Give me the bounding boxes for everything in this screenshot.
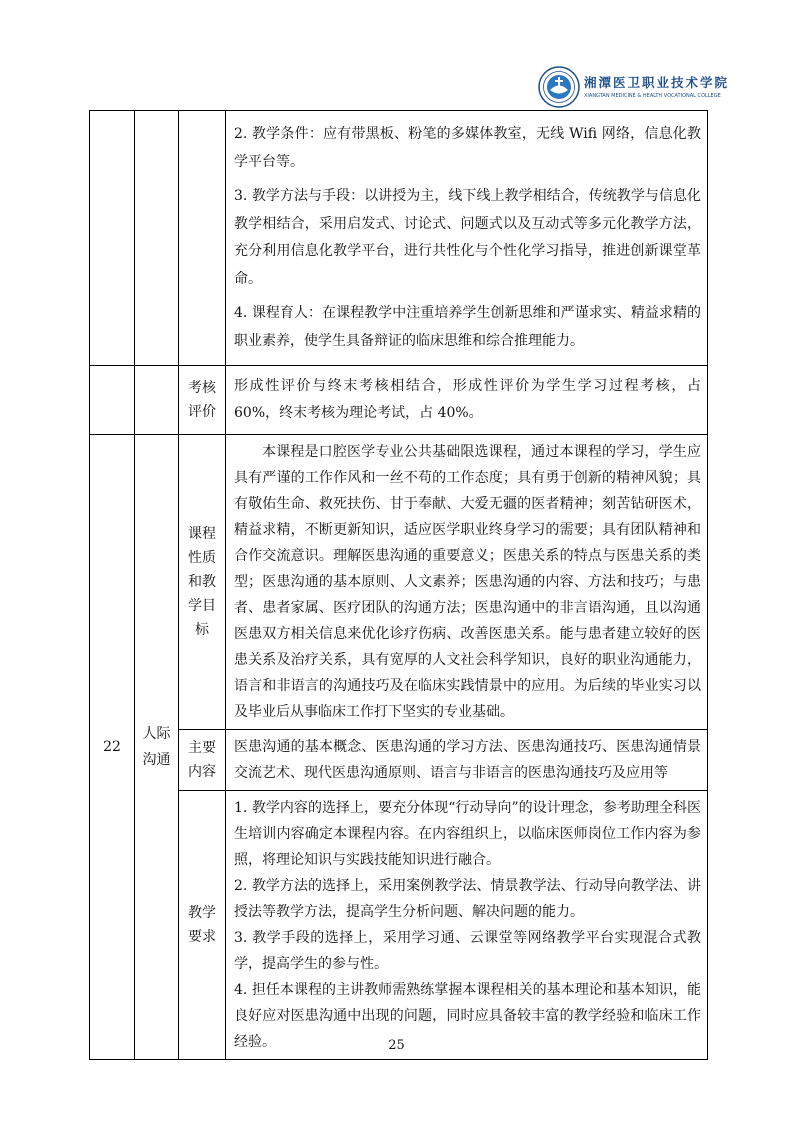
- list-item: 3. 教学方法与手段：以讲授为主，线下线上教学相结合，传统教学与信息化教学相结合，采用启发式、讨论式、问题式以及互动式等多元化教学方法，充分利用信息化教学平台，进行共性化与个性化学习指导，推进创新课堂革命。: [234, 188, 701, 287]
- teaching-requirements-continued: [226, 111, 708, 366]
- list-item: 2. 教学条件：应有带黑板、粉笔的多媒体教室，无线 Wifi 网络，信息化教学平台等。: [234, 126, 701, 170]
- course-name-cell: [135, 111, 179, 366]
- requirements-text: [226, 791, 708, 1060]
- course-number-cell: [90, 366, 135, 435]
- list-item: 4. 课程育人：在课程教学中注重培养学生创新思维和严谨求实、精益求精的职业素养，使学生具备辩证的临床思维和综合推理能力。: [234, 305, 701, 349]
- assessment-text: 形成性评价与终末考核相结合，形成性评价为学生学习过程考核，占 60%，终末考核为理论考试，占 40%。: [226, 366, 708, 435]
- content-label: 主要 内容: [179, 730, 226, 791]
- course-name: 人际 沟通: [135, 435, 179, 1060]
- school-name-en: XIANGTAN MEDICINE & HEALTH VOCATIONAL COLLEGE: [584, 93, 721, 99]
- curriculum-table: [89, 110, 708, 1060]
- table-row: [90, 366, 708, 435]
- content-text: 医患沟通的基本概念、医患沟通的学习方法、医患沟通技巧、医患沟通情景交流艺术、现代医患沟通原则、语言与非语言的医患沟通技巧及应用等: [226, 730, 708, 791]
- requirements-label: 教学 要求: [179, 791, 226, 1060]
- course-number-cell: [90, 111, 135, 366]
- list-item: 3. 教学手段的选择上，采用学习通、云课堂等网络教学平台实现混合式教学，提高学生的参与性。: [234, 930, 701, 972]
- table-row: [90, 730, 708, 791]
- page-header: [538, 64, 730, 114]
- nature-label: 课程 性质 和教 学目 标: [179, 435, 226, 730]
- course-name-cell: [135, 366, 179, 435]
- table-row: [90, 791, 708, 1060]
- subheading-cell: [179, 111, 226, 366]
- nature-text: 本课程是口腔医学专业公共基础限选课程，通过本课程的学习，学生应具有严谨的工作作风和一丝不苟的工作态度；具有勇于创新的精神风貌；具有敬佑生命、救死扶伤、甘于奉献、大爱无疆的医者精神；刻苦钻研医术，精益求精，不断更新知识，适应医学职业终身学习的需要；具有团队精神和合作交流意识。理解医患沟通的重要意义；医患关系的特点与医患关系的类型；医患沟通的基本原则、人文素养；医患沟通的内容、方法和技巧；与患者、患者家属、医疗团队的沟通方法；医患沟通中的非言语沟通，且以沟通医患双方相关信息来优化诊疗伤病、改善医患关系。能与患者建立较好的医患关系及治疗关系，具有宽厚的人文社会科学知识，良好的职业沟通能力，语言和非语言的沟通技巧及在临床实践情景中的应用。为后续的毕业实习以及毕业后从事临床工作打下坚实的专业基础。: [226, 435, 708, 730]
- page-number: 25: [388, 1038, 405, 1053]
- table-row: [90, 435, 708, 730]
- school-name: 湘潭医卫职业技术学院: [584, 75, 730, 90]
- assessment-label: 考核 评价: [179, 366, 226, 435]
- list-item: 2. 教学方法的选择上，采用案例教学法、情景教学法、行动导向教学法、讲授法等教学方法，提高学生分析问题、解决问题的能力。: [234, 878, 701, 920]
- list-item: 1. 教学内容的选择上，要充分体现“行动导向”的设计理念，参考助理全科医生培训内容确定本课程内容。在内容组织上，以临床医师岗位工作内容为参照，将理论知识与实践技能知识进行融合。: [234, 800, 701, 868]
- list-item: 4. 担任本课程的主讲教师需熟练掌握本课程相关的基本理论和基本知识，能良好应对医患沟通中出现的问题，同时应具备较丰富的教学经验和临床工作经验。: [234, 982, 701, 1050]
- college-logo-icon: [538, 66, 580, 108]
- course-number: 22: [90, 435, 135, 1060]
- table-row: [90, 111, 708, 366]
